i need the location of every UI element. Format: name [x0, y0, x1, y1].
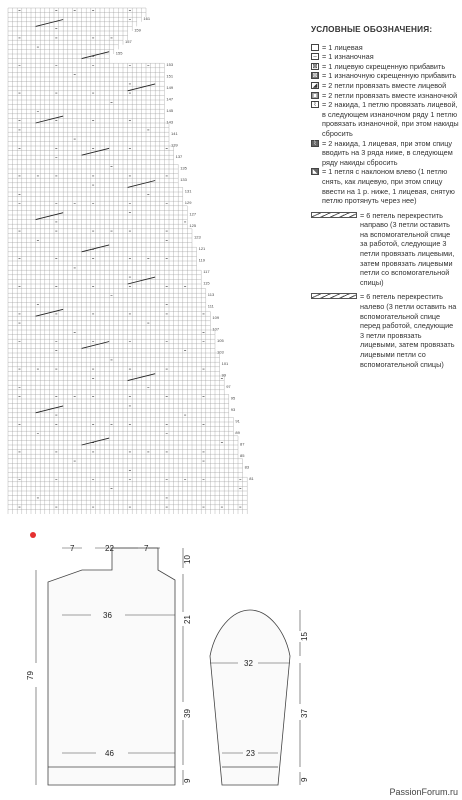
legend-item-left-lean: ◣ = 1 петля с наклоном влево (1 петлю снять, как лицевую, при этом спицу ввести на 1 р. ниже, 1 лицевая, снятую петлю протянуть через нее): [312, 167, 455, 206]
row-number: 83: [244, 464, 250, 470]
k2tog-icon: ◢: [312, 82, 318, 89]
front-body-height: 39: [183, 709, 192, 718]
row-number: 135: [180, 165, 187, 171]
legend-item-cable-right: = 6 петель перекрестить направо (3 петли оставить на вспомогательной спице за работой, следующие 3 петли провязать лицевыми, затем провязать лицевыми петли со вспомогательной спицы): [311, 211, 459, 288]
sleeve-cuff-width: 23: [246, 749, 255, 758]
double-yo-below-icon: ⌇: [311, 140, 319, 147]
row-number: 107: [212, 326, 220, 332]
legend-item-double-yo-below: ⌇ = 2 накида, 1 лицевая, при этом спицу вводить на 3 ряда ниже, в следующем ряду накиды сбросить: [311, 139, 459, 168]
row-number: 99: [221, 372, 227, 378]
front-rib-height: 9: [183, 778, 192, 783]
cable-left-icon: [311, 293, 357, 299]
row-number: 85: [240, 453, 245, 459]
row-number: 147: [166, 96, 174, 102]
sleeve-rib-height: 9: [300, 777, 309, 782]
purl-stitch-icon: –: [311, 53, 319, 60]
legend-item-cable-left: = 6 петель перекрестить налево (3 петли оставить на вспомогательной спице перед работой, следующие 3 петли провязать лицевыми, затем провязать лицевыми петли со вспомогательной спицы): [311, 292, 459, 369]
grid-lines: [8, 8, 247, 514]
row-number: 91: [235, 418, 240, 424]
row-number: 153: [166, 62, 174, 68]
row-number: 103: [217, 349, 224, 355]
front-collar-height: 10: [183, 555, 192, 564]
legend-item-k2tog: ◢ = 2 петли провязать вместе лицевой: [312, 80, 447, 90]
row-number: 145: [166, 108, 174, 114]
row-number: 113: [207, 292, 215, 298]
row-number: 131: [184, 188, 192, 194]
legend-item-purl-increase: ⊠ = 1 изнаночную скрещенную прибавить: [312, 71, 457, 81]
row-number: 155: [115, 50, 123, 56]
row-number: 95: [230, 395, 236, 401]
row-number: 137: [175, 154, 183, 160]
garment-schematic: [0, 530, 462, 800]
legend-title: УСЛОВНЫЕ ОБОЗНАЧЕНИЯ:: [311, 25, 433, 34]
row-number: 111: [207, 303, 214, 309]
row-number: 121: [198, 246, 206, 252]
legend: [311, 25, 459, 369]
legend-item-purl: – = 1 изнаночная: [311, 52, 459, 62]
front-hem-width: 46: [105, 749, 114, 758]
legend-item-double-yo: ⌇ = 2 накида, 1 петлю провязать лицевой, в следующем изнаночном ряду 1 петлю провязать изнаночной, при этом накиды сбросить: [311, 100, 459, 138]
legend-item-knit-increase: ⊠ = 1 лицевую скрещенную прибавить: [312, 61, 446, 71]
row-number: 117: [203, 269, 210, 275]
row-number: 151: [166, 73, 174, 79]
legend-item-knit: = 1 лицевая: [311, 43, 459, 53]
row-number: 119: [198, 257, 205, 263]
knit-stitch-icon: [311, 44, 319, 51]
row-number: 89: [235, 430, 240, 436]
watermark: PassionForum.ru: [389, 787, 458, 797]
row-number: 109: [212, 315, 220, 321]
row-number: 81: [249, 476, 254, 482]
row-number: 97: [226, 384, 231, 390]
row-number: 157: [125, 39, 132, 45]
front-armhole-height: 21: [183, 615, 192, 624]
row-number: 139: [171, 142, 178, 148]
row-number: 105: [217, 338, 224, 344]
row-number: 123: [194, 234, 201, 240]
row-number: 93: [230, 407, 236, 413]
row-number: 161: [143, 16, 151, 22]
row-number: 149: [166, 85, 174, 91]
sleeve-length: 37: [300, 709, 309, 718]
chart-grid: [0, 0, 295, 518]
front-total-height: 79: [26, 671, 35, 680]
sleeve-top-width: 32: [244, 659, 253, 668]
left-lean-icon: ◣: [312, 169, 318, 176]
sleeve-piece: [210, 610, 290, 785]
row-number: 159: [134, 27, 141, 33]
knitting-chart: [0, 0, 295, 518]
stitch-marks: [19, 10, 242, 507]
row-number: 129: [184, 200, 192, 206]
double-yo-icon: ⌇: [311, 101, 319, 108]
front-top-left-width: 7: [70, 544, 75, 553]
row-number: 127: [189, 211, 197, 217]
chart-cells: [8, 8, 247, 514]
row-number: 101: [221, 361, 229, 367]
row-number: 115: [203, 280, 210, 286]
row-number: 143: [166, 119, 174, 125]
front-chest-width: 36: [103, 611, 112, 620]
front-neck-width: 22: [105, 544, 114, 553]
sleeve-cap-height: 15: [300, 632, 309, 641]
row-number: 125: [189, 223, 197, 229]
row-number: 141: [171, 131, 178, 137]
cable-right-icon: [311, 212, 357, 218]
row-number: 133: [180, 177, 187, 183]
p2tog-icon: ▣: [312, 92, 318, 99]
front-top-right-width: 7: [144, 544, 149, 553]
legend-item-p2tog: ▣ = 2 петли провязать вместе изнаночной: [312, 90, 458, 100]
purl-increase-icon: ⊠: [312, 73, 318, 80]
row-number: 87: [240, 441, 245, 447]
knit-increase-icon: ⊠: [312, 63, 318, 70]
